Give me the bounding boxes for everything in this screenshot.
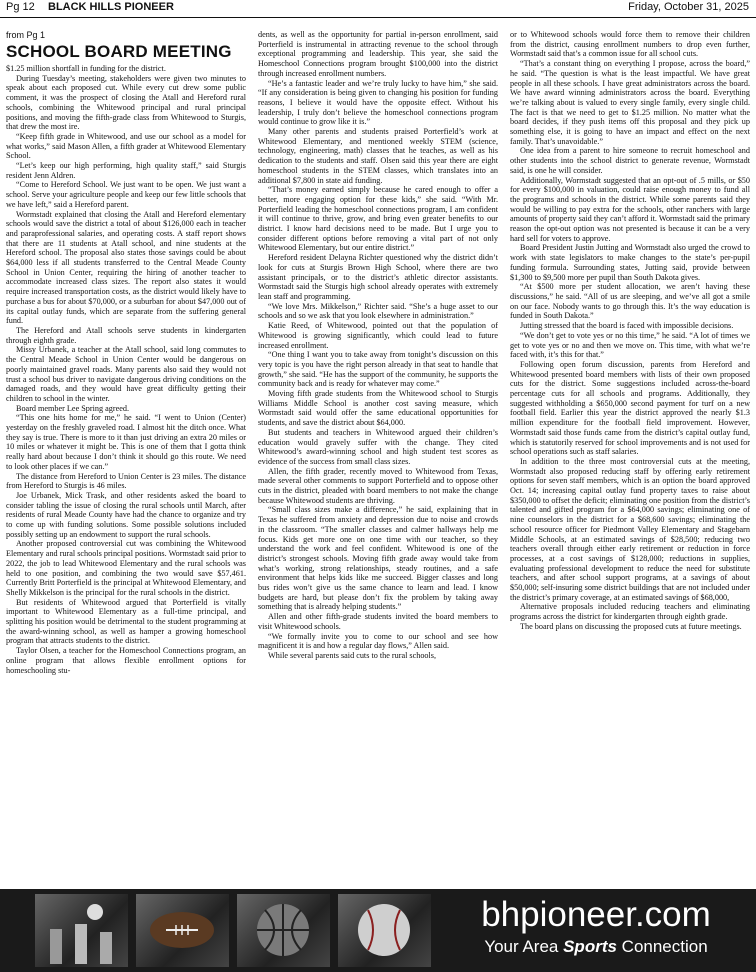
tagline-suffix: Connection bbox=[616, 937, 708, 956]
page-number: Pg 12 bbox=[6, 1, 35, 13]
article-paragraph: During Tuesday’s meeting, stakeholders were given two minutes to speak about each proposed cut. While every cut drew some public comment, it was the prospect of closing the Atall and Hereford rural schools, combining the Whitewood principal and rural principal positions, and moving the fifth-grade class from Whitewood to Sturgis, that drew the most ire. bbox=[6, 73, 246, 132]
article-paragraph: “We don’t get to vote yes or no this time,” he said. “A lot of times we get to vote yes or no and then we move on. This time, with what we’re faced with, it’s this for that.” bbox=[510, 330, 750, 360]
article-paragraph: “That’s a constant thing on everything I propose, across the board,” he said. “The question is what is the least impactful. We have great people in all these schools. I have great administrators across the board. We have award winning administrators across the board. Everything we’re talking about is valued to every single family, every single child. The fact is that we need to get to $1.25 million. No matter what the board decides, if they push items off this proposal and they pick up something else, it is going to have an impact and effect on the next family. That’s unavoidable.” bbox=[510, 59, 750, 146]
article-paragraph: Katie Reed, of Whitewood, pointed out that the population of Whitewood is growing significantly, which could lead to future increased enrollment. bbox=[258, 321, 498, 350]
website-url[interactable]: bhpioneer.com bbox=[481, 895, 711, 934]
headline: SCHOOL BOARD MEETING bbox=[6, 42, 232, 61]
article-column-1 bbox=[6, 30, 246, 885]
article-paragraph: or to Whitewood schools would force them to remove their children from the district, causing enrollment numbers to drop even further, Wormstadt said that’s a common issue for all school cuts. bbox=[510, 30, 750, 59]
article-paragraph: “Keep fifth grade in Whitewood, and use our school as a model for what works,” said Mason Allen, a fifth grader at Whitewood Elementary School. bbox=[6, 131, 246, 161]
article-paragraph: The Hereford and Atall schools serve students in kindergarten through eighth grade. bbox=[6, 325, 246, 345]
tagline-prefix: Your Area bbox=[484, 937, 564, 956]
article-paragraph: Alternative proposals included reducing teachers and eliminating programs across the district for kindergarten through eighth grade. bbox=[510, 602, 750, 622]
article-paragraph: Board member Lee Spring agreed. bbox=[16, 403, 129, 413]
article-paragraph: “This one hits home for me,” he said. “I went to Union (Center) yesterday on the freshly graveled road. I almost hit the ditch once. What they say is true. There is more to it than just driving an extra 20 miles or 10 miles or whatever it might be. This is one of them that I gotta think really hard about because I don’t think it should go this route. We need to look other places if we can.” bbox=[6, 413, 246, 471]
article-paragraph: The board plans on discussing the proposed cuts at future meetings. bbox=[520, 621, 742, 631]
article-paragraph: The distance from Hereford to Union Center is 23 miles. The distance from Hereford to Sturgis is 46 miles. bbox=[6, 471, 246, 491]
article-paragraph: Moving fifth grade students from the Whitewood school to Sturgis Williams Middle School is another cost saving measure, which Wormstadt said would offer the same educational opportunities for students, and save the district about $64,000. bbox=[258, 389, 498, 428]
tagline-sports: Sports bbox=[563, 937, 617, 956]
article-paragraph: “We love Mrs. Mikkelson,” Richter said. “She’s a huge asset to our schools and so we ask that you look elsewhere in administration.” bbox=[258, 301, 498, 321]
article-paragraph: Many other parents and students praised Porterfield’s work at Whitewood Elementary, and mentioned weekly STEM (science, technology, engineering, math) classes that he teaches, as well as his dedication to the students and staff. Olsen said this year there are eight homeschool students in the STEM classes, which translates into an additional $7,800 in state aid funding. bbox=[258, 127, 498, 185]
continuation-kicker: from Pg 1 bbox=[6, 30, 46, 40]
sports-ad-banner[interactable] bbox=[0, 889, 756, 972]
article-paragraph: Additionally, Wormstadt suggested that an opt-out of .5 mills, or $50 for every $100,000 in valuation, could raise enough money to fund all the programs and schools in the district. While some parents said they would be willing to pay extra for the schools, other ranchers with large amounts of property said they can’t afford it. Wormstadt said the primary reason the opt-out option was not presented is because it can be a very hard sell for voters to approve. bbox=[510, 175, 750, 243]
article-paragraph: Taylor Olsen, a teacher for the Homeschool Connections program, an online program that allows flexible enrollment options for homeschooling stu- bbox=[6, 646, 246, 675]
article-paragraph: Jutting stressed that the board is faced with impossible decisions. bbox=[520, 321, 734, 331]
basketball-photo bbox=[237, 894, 330, 967]
article-paragraph: Following open forum discussion, parents from Hereford and Whitewood presented board members with lists of their own proposed cuts for the district. Some suggestions included across-the-board percentage cuts for all schools and programs. Additionally, they suggested withholding a $650,000 second payment for turf on a new football field. Earlier this year the district approved the nearly $1.3 million expenditure for the football field improvement. However, Wormstadt said those funds came from the district’s capital outlay fund, which is statutorily reserved for school improvements and is not used for school operations such as staff salaries. bbox=[510, 359, 750, 457]
ad-brand[interactable] bbox=[440, 894, 752, 967]
article-paragraph: “One thing I want you to take away from tonight’s discussion on this very topic is you have the right person already in that seat to handle that growth,” she said. “He has the support of the community, he supports the community back and is ready for whatever may come.” bbox=[258, 350, 498, 389]
ad-tagline bbox=[440, 936, 752, 958]
article-paragraph: Missy Urbanek, a teacher at the Atall school, said long commutes to the Central Meade School in Union Center would be dangerous on poorly maintained gravel roads. Many parents also said they would not trust a school bus driver to navigate dangerous driving conditions on the damaged roads, and they would have great difficulty getting their children to school in the winter. bbox=[6, 345, 246, 403]
article-paragraph: But students and teachers in Whitewood argued their children’s education would gravely suffer with the change. They cited Whitewood’s award-winning school and high student test scores as evidence of the success from small class sizes. bbox=[258, 427, 498, 466]
article-paragraph: “Come to Hereford School. We just want to be open. We just want a school. Serve your agriculture people and keep our few little schools that we have left,” said a Hereford parent. bbox=[6, 180, 246, 209]
article-paragraph: Hereford resident Delayna Richter questioned why the district didn’t look for cuts at Sturgis Brown High School, where there are two assistant principals, or to the district’s athletic director assistants. Wormstadt said the Sturgis high school already operates with extremely lean staff and programming. bbox=[258, 253, 498, 301]
article-paragraph: “We formally invite you to come to our school and see how magnificent it is and how a regular day flows,” Allen said. bbox=[258, 631, 498, 651]
baseball-photo bbox=[338, 894, 431, 967]
article-paragraph: “That’s money earned simply because he cared enough to offer a better, more engaging option for these kids,” she said. “With Mr. Porterfield leading the homeschool connections program, I am confident it will continue to thrive, grow, and bring even greater benefits to our district. I know hard decisions need to be made. But I urge you to consider different options before removing a vital part of not only Whitewood Elementary, but our entire district.” bbox=[258, 185, 498, 253]
newspaper-name: BLACK HILLS PIONEER bbox=[48, 1, 174, 13]
article-paragraph: “Let’s keep our high performing, high quality staff,” said Sturgis resident Jenn Aldren. bbox=[6, 161, 246, 180]
article-column-2 bbox=[258, 30, 498, 885]
article-paragraph: But residents of Whitewood argued that Porterfield is vitally important to Whitewood Elementary as a full-time principal, and splitting his position would be detrimental to the student programming at the award-winning school, as well as hamper a growing homeschool program that attracts students to the district. bbox=[6, 597, 246, 646]
article-paragraph: While several parents said cuts to the rural schools, bbox=[268, 651, 437, 660]
article-paragraph: Allen and other fifth-grade students invited the board members to visit Whitewood schools. bbox=[258, 612, 498, 631]
article-paragraph: “He’s a fantastic leader and we’re truly lucky to have him,” she said. “If any consideration is being given to changing his position for funding reasons, I believe it would have the opposite effect. Without his leadership, I truly don’t believe the homeschool connections program would continue to grow like it is.” bbox=[258, 78, 498, 127]
article-paragraph: Another proposed controversial cut was combining the Whitewood Elementary and rural schools principal positions. Wormstadt said prior to 2022, the job to lead Whitewood Elementary and the rural schools was held to one position, and combining the two would save $57,461. Currently Britt Porterfield is the principal at Whitewood Elementary, and Shelly Mikkelson is the principal for the rural schools in the district. bbox=[6, 539, 246, 597]
article-column-3 bbox=[510, 30, 750, 885]
article-paragraph: dents, as well as the opportunity for partial in-person enrollment, said Porterfield is instrumental in attracting revenue to the school through exceptional programming and leadership. This year, she said the Homeschool Connections program brought $100,000 into the district through increased enrollment numbers. bbox=[258, 30, 498, 78]
article-paragraph: In addition to the three most controversial cuts at the meeting, Wormstadt also proposed reducing staff by offering early retirement options for seven staff members, which is an option the board approved Oct. 14; increasing capital outlay fund property taxes to raise about $350,000 to offset the deficit; eliminating one position from the district’s talented and gifted program for a $64,000 savings; eliminating one of nine counselors in the district for a $68,600 savings; eliminating the school resource officer for Piedmont Valley Elementary and Stagebarn Middle Schools, at an estimated savings of $28,500; reducing two teachers overall through either early retirement or reduction in force processes, at a cost savings of $128,000; reductions in supplies, evaluating professional development to reduce the need for substitute teachers, and after school support programs, at a savings of about $50,000; self-insuring some district buildings that are not included under the district’s primary coverage, at an estimated savings of $68,000, bbox=[510, 456, 750, 602]
article-paragraph: One idea from a parent to hire someone to recruit homeschool and other students into the school district to generate revenue, Wormstadt said, is one he will consider. bbox=[510, 146, 750, 175]
article-paragraph: “At $500 more per student allocation, we aren’t having these discussions,” he said. “All of us are sleeping, and we’ve all got a smile on our face. Nobody wants to go through this. It’s the way education is funded in South Dakota.” bbox=[510, 282, 750, 321]
article-paragraph: Wormstadt explained that closing the Atall and Hereford elementary schools would save the district a total of about $126,000 each in teacher and paraprofessional salaries, and operating costs. A staff report shows that there are 11 students at Atall school, and nine students at the Hereford school. The proposal also states those savings could be about $64,000 less if all students transferred to the Central Meade County School in Union Center, requiring the hiring of another teacher to accommodate increased class sizes. The report also states it would require increased transportation costs, as the district would likely have to purchase a bus for about $70,000, or a suburban for about $47,000 out of its capital outlay funds, which are separate from the suffering general fund. bbox=[6, 209, 246, 326]
article-paragraph: Joe Urbanek, Mick Trask, and other residents asked the board to consider tabling the issue of closing the rural schools until March, after residents of rural Meade County have had the chance to organize and try to come up with funding solutions. Some possible solutions included possibly setting up an endowment to support the rural schools. bbox=[6, 490, 246, 539]
volleyball-photo bbox=[35, 894, 128, 967]
article-paragraph: Allen, the fifth grader, recently moved to Whitewood from Texas, made several other comments to support Porterfield and to oppose other cuts in the district, pleaded with board members to not make the change because Whitewood students are thriving. bbox=[258, 466, 498, 505]
article-paragraph: $1.25 million shortfall in funding for the district. bbox=[6, 64, 166, 73]
page-header bbox=[0, 0, 756, 18]
football-photo bbox=[136, 894, 229, 967]
article-paragraph: Board President Justin Jutting and Wormstadt also urged the crowd to work with state legislators to make changes to the state’s per-pupil funding formula. Surrounding states, Jutting said, provide between $1,300 to $9,500 more per pupil than South Dakota gives. bbox=[510, 243, 750, 282]
issue-date: Friday, October 31, 2025 bbox=[628, 1, 749, 13]
article-paragraph: “Small class sizes make a difference,” he said, explaining that in Texas he suffered from anxiety and depression due to noise and crowds in the classroom. “The smaller classes and calmer hallways help me focus. Kids get more one on one time with our teacher, so they understand the work and feel confident. Whitewood is one of the district’s strongest schools. Moving fifth grade away would take from what’s working, strong relationships, steady routines, and a safe environment that helps kids like me succeed. Bigger classes and long bus rides won’t give us the same chance to learn and lead. I know budgets are hard, but please don’t fix the problem by taking away something that is already helping students.” bbox=[258, 505, 498, 612]
